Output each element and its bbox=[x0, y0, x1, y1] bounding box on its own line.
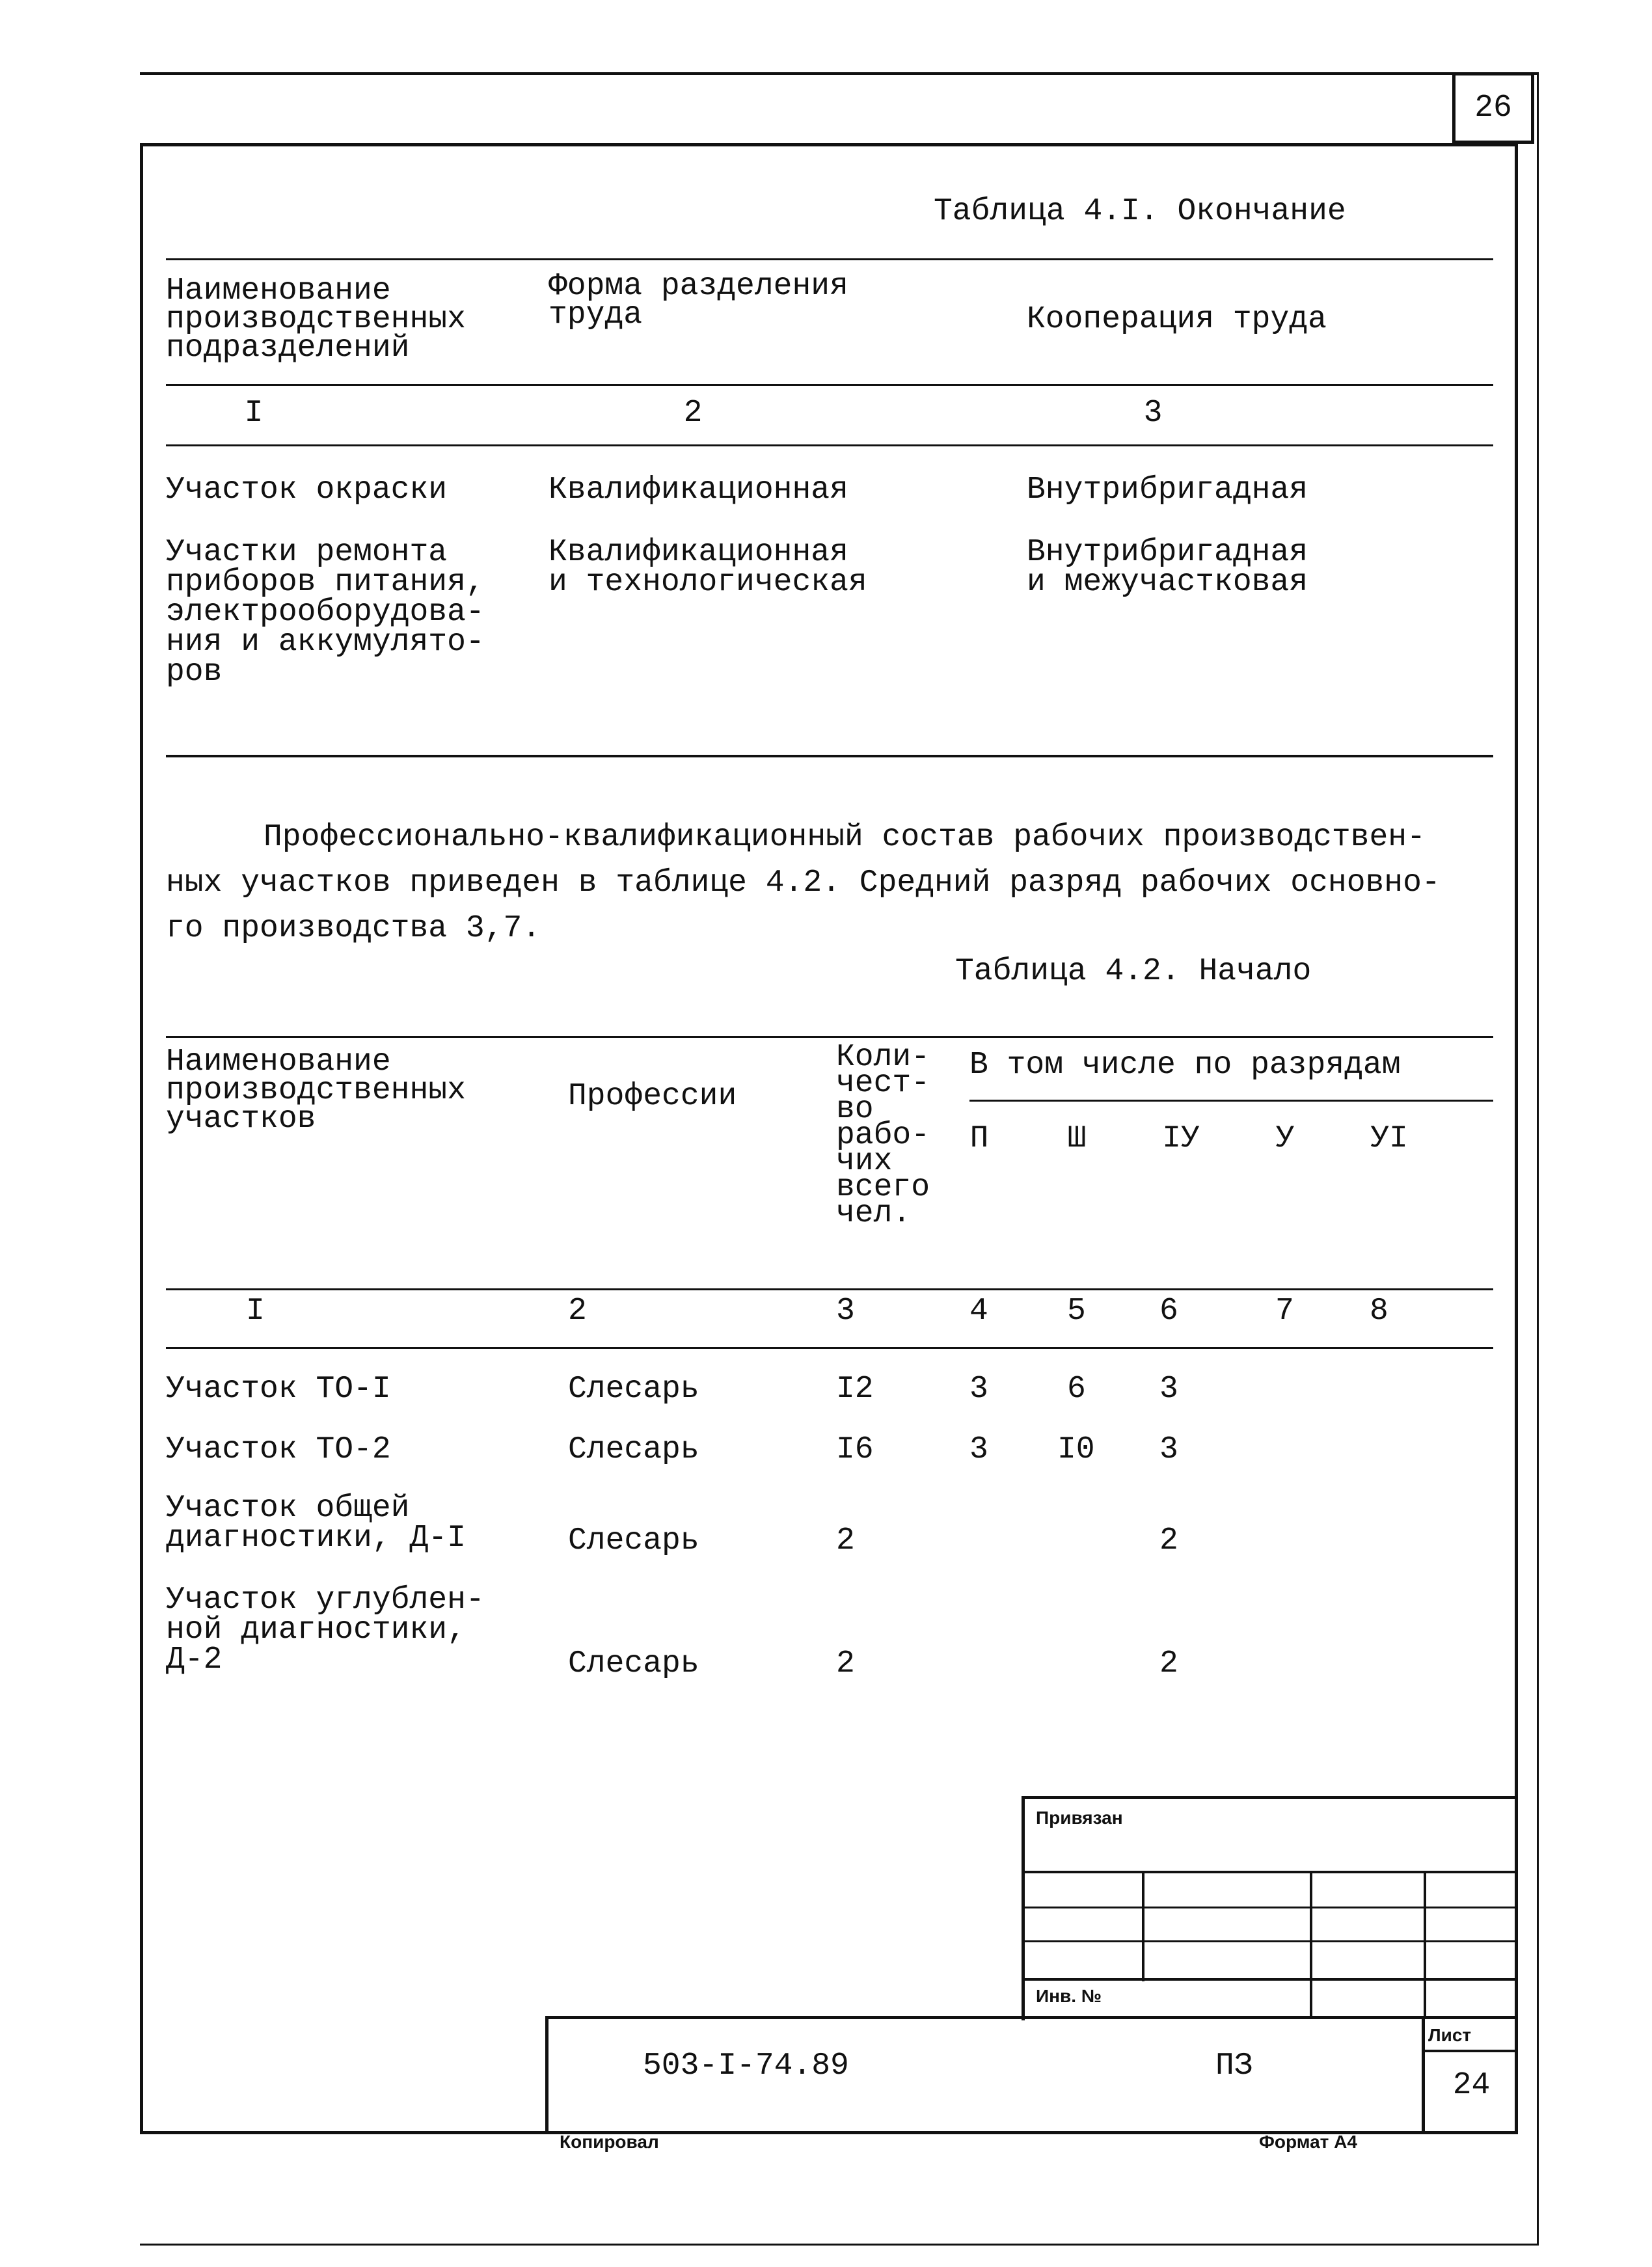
table2-row3-g4: 2 bbox=[1159, 1523, 1178, 1558]
table2-row4-count: 2 bbox=[836, 1646, 855, 1681]
table2-row1-g3: 6 bbox=[1067, 1372, 1086, 1407]
table2-caption: Таблица 4.2. Начало bbox=[955, 954, 1312, 989]
table2-header-count: Коли- чест- во рабо- чих всего чел. bbox=[836, 1040, 930, 1231]
table2-colnum-5: 5 bbox=[1067, 1294, 1086, 1329]
table1-row1-form: Квалификационная bbox=[548, 472, 848, 508]
table2-row4-name: Участок углублен- ной диагностики, Д-2 bbox=[166, 1582, 485, 1677]
table1-row1-coop: Внутрибригадная bbox=[1027, 472, 1308, 508]
table2-rule-head bbox=[166, 1288, 1493, 1290]
table2-row3-profession: Слесарь bbox=[568, 1523, 699, 1558]
table1-row2-coop: Внутрибригадная и межучастковая bbox=[1027, 535, 1308, 600]
table2-colnum-3: 3 bbox=[836, 1294, 855, 1329]
table2-row2-g2: 3 bbox=[969, 1432, 988, 1467]
table2-row1-profession: Слесарь bbox=[568, 1372, 699, 1407]
table2-row3-name: Участок общей диагностики, Д-I bbox=[166, 1491, 466, 1556]
table1-colnum-3: 3 bbox=[1143, 396, 1163, 431]
table1-rule-nums bbox=[166, 444, 1493, 446]
table2-row1-count: I2 bbox=[836, 1372, 874, 1407]
table2-row1-g4: 3 bbox=[1159, 1372, 1178, 1407]
footer-copied: Копировал bbox=[560, 2132, 659, 2152]
table2-row4-g4: 2 bbox=[1159, 1646, 1178, 1681]
stamp-rule-4 bbox=[1022, 1978, 1518, 1981]
sheet-hline bbox=[1422, 2050, 1518, 2052]
stamp-rule-2 bbox=[1022, 1907, 1518, 1908]
table2-colnum-8: 8 bbox=[1370, 1294, 1388, 1329]
table2-grade-2: П bbox=[969, 1121, 989, 1156]
table2-row1-g2: 3 bbox=[969, 1372, 988, 1407]
table1-rule-top bbox=[166, 258, 1493, 260]
frame-top bbox=[140, 143, 1518, 146]
table1-header-form: Форма разделения труда bbox=[548, 269, 848, 333]
table2-colnum-4: 4 bbox=[969, 1294, 988, 1329]
frame-left bbox=[140, 143, 143, 2134]
table1-header-coop: Кооперация труда bbox=[1027, 302, 1327, 337]
table1-colnum-1: I bbox=[244, 396, 264, 431]
table1-caption: Таблица 4.I. Окончание bbox=[934, 194, 1346, 229]
sheet-number: 24 bbox=[1452, 2068, 1491, 2103]
table1-rule-bottom bbox=[166, 755, 1493, 757]
table2-row4-profession: Слесарь bbox=[568, 1646, 699, 1681]
table1-rule-head bbox=[166, 384, 1493, 386]
table2-header-profession: Профессии bbox=[568, 1079, 737, 1114]
stamp-rule-1 bbox=[1022, 1871, 1518, 1873]
stamp-vline-3 bbox=[1424, 1871, 1426, 2017]
inv-label: Инв. № bbox=[1036, 1986, 1102, 2006]
top-rule bbox=[140, 72, 1539, 75]
doc-code: 503-I-74.89 bbox=[643, 2048, 849, 2084]
table1-row2-form: Квалификационная и технологическая bbox=[548, 535, 867, 600]
table2-row3-count: 2 bbox=[836, 1523, 855, 1558]
table1-row1-name: Участок окраски bbox=[166, 472, 448, 508]
binding-label: Привязан bbox=[1036, 1808, 1123, 1828]
stamp-rule-3 bbox=[1022, 1940, 1518, 1942]
table1-row2-name: Участки ремонта приборов питания, электрооборудова- ния и аккумулято- ров bbox=[166, 535, 485, 690]
table2-row2-g3: I0 bbox=[1057, 1432, 1095, 1467]
table2-row2-count: I6 bbox=[836, 1432, 874, 1467]
table2-grade-3: Ш bbox=[1067, 1121, 1087, 1156]
paragraph: Профессионально-квалификационный состав рабочих производствен- ных участков приведен в таблице 4.2. Средний разряд рабочих основно- го производства 3,7. bbox=[166, 820, 1441, 946]
outer-bottom-rule bbox=[140, 2244, 1539, 2246]
table2-colnum-6: 6 bbox=[1159, 1294, 1178, 1329]
table2-header-name: Наименование производственных участков bbox=[166, 1044, 466, 1137]
stamp-vline-2 bbox=[1310, 1871, 1312, 2017]
table1-header-name: Наименование производственных подразделений bbox=[166, 273, 466, 366]
table2-header-grades-title: В том числе по разрядам bbox=[969, 1048, 1401, 1083]
table2-rule-nums bbox=[166, 1347, 1493, 1349]
sheet-label: Лист bbox=[1428, 2025, 1472, 2045]
page-number: 26 bbox=[1474, 90, 1512, 126]
table2-rule-top bbox=[166, 1036, 1493, 1038]
table2-colnum-2: 2 bbox=[568, 1294, 587, 1329]
table2-row2-profession: Слесарь bbox=[568, 1432, 699, 1467]
table2-row2-g4: 3 bbox=[1159, 1432, 1178, 1467]
table2-colnum-1: I bbox=[246, 1294, 265, 1329]
table2-row2-name: Участок ТО-2 bbox=[166, 1432, 391, 1467]
table1-colnum-2: 2 bbox=[683, 396, 703, 431]
table2-colnum-7: 7 bbox=[1275, 1294, 1294, 1329]
doc-type: ПЗ bbox=[1215, 2048, 1253, 2084]
table2-grade-4: IУ bbox=[1162, 1121, 1200, 1156]
table2-grade-5: У bbox=[1275, 1121, 1295, 1156]
outer-right-rule bbox=[1537, 72, 1539, 2246]
table2-row1-name: Участок ТО-I bbox=[166, 1372, 391, 1407]
footer-format: Формат А4 bbox=[1259, 2132, 1357, 2152]
table2-rule-grades bbox=[969, 1100, 1493, 1102]
table2-grade-6: УI bbox=[1370, 1121, 1408, 1156]
stamp-vline-1 bbox=[1142, 1871, 1144, 1981]
